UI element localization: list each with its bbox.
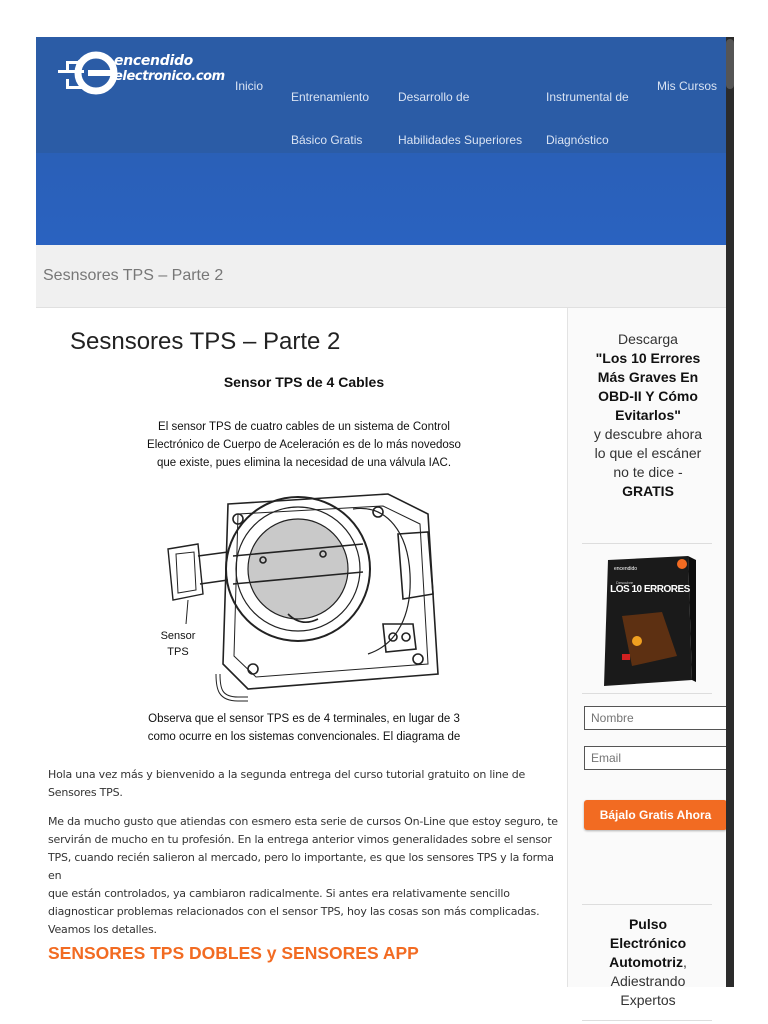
pulso-bold-2: Electrónico — [609, 935, 687, 951]
paragraph-intro — [48, 766, 558, 802]
sidebar-divider — [582, 543, 712, 544]
nav-instrumental-line1: Instrumental de — [546, 90, 629, 104]
promo-rest-1: y descubre ahora — [593, 426, 703, 442]
article-figure-tps-sensor — [128, 374, 480, 743]
paragraph-intro-line-1: Hola una vez más y bienvenido a la segunda entrega del curso tutorial gratuito on line de — [48, 768, 526, 781]
promo-bold-2: Más Graves En — [597, 369, 699, 385]
logo-e-icon — [58, 45, 118, 101]
breadcrumb-title: Sesnsores TPS – Parte 2 — [43, 267, 224, 284]
paragraph-body-line-6: Veamos los detalles. — [48, 923, 157, 936]
ebook-cover-art — [602, 556, 696, 688]
nav-entrenamiento-line2: Básico Gratis — [291, 133, 363, 147]
logo-line-1: encendido — [114, 53, 193, 69]
nav-entrenamiento-line1: Entrenamiento — [291, 90, 370, 104]
pulso-bold-1: Pulso — [628, 916, 668, 932]
site-logo[interactable] — [58, 45, 238, 101]
scrollbar-thumb[interactable] — [726, 39, 734, 89]
figure-text-top-1: El sensor TPS de cuatro cables de un sistema de Control — [158, 421, 450, 433]
nav-desarrollo[interactable] — [398, 76, 522, 162]
svg-text:Descubre: Descubre — [616, 580, 634, 585]
nav-desarrollo-line2: Habilidades Superiores — [398, 133, 523, 147]
sidebar-divider-4 — [582, 1020, 712, 1021]
paragraph-body-line-2: servirán de mucho en tu profesión. En la entrega anterior vimos generalidades sobre el sensor — [48, 833, 552, 846]
paragraph-body-line-1: Me da mucho gusto que atiendas con esmero esta serie de cursos On-Line que estoy seguro, te — [48, 815, 558, 828]
figure-text-bottom-1: Observa que el sensor TPS es de 4 terminales, en lugar de 3 — [148, 713, 460, 725]
pulso-rest-1: Adiestrando — [610, 973, 686, 989]
figure-text-top-3: que existe, pues elimina la necesidad de una válvula IAC. — [156, 457, 452, 469]
name-input[interactable] — [584, 706, 727, 730]
svg-text:encendido: encendido — [614, 566, 638, 572]
ebook-cover-title: LOS 10 ERRORES — [610, 584, 690, 595]
sidebar-divider-2 — [582, 693, 712, 694]
paragraph-body-line-5: diagnosticar problemas relacionados con el sensor TPS, hoy las cosas son más complicadas. — [48, 905, 540, 918]
paragraph-body-line-3: TPS, cuando recién salieron al mercado, pero lo importante, es que los sensores TPS y la forma en — [48, 851, 554, 882]
nav-entrenamiento[interactable] — [291, 76, 369, 162]
promo-bold-3: OBD-II Y Cómo — [598, 388, 698, 404]
nav-desarrollo-line1: Desarrollo de — [398, 90, 470, 104]
promo-gratis: GRATIS — [622, 483, 674, 499]
page-title-bar — [36, 245, 726, 308]
page-title: Sesnsores TPS – Parte 2 — [70, 328, 341, 355]
page-scrollbar[interactable] — [726, 37, 734, 987]
pulso-tagline — [578, 915, 718, 1010]
promo-rest-3: no te dice - — [613, 464, 683, 480]
promo-bold-4: Evitarlos" — [615, 407, 681, 423]
throttle-body-illustration — [128, 474, 480, 704]
sidebar-optin — [567, 308, 727, 1008]
article-content — [36, 308, 567, 987]
section-heading-tps-dobles: SENSORES TPS DOBLES y SENSORES APP — [48, 943, 419, 963]
figure-label-tps: TPS — [167, 646, 189, 658]
nav-inicio[interactable] — [235, 76, 263, 96]
nav-inicio-label: Inicio — [235, 79, 264, 93]
promo-bold-1: "Los 10 Errores — [595, 350, 701, 366]
nav-instrumental-line2: Diagnóstico — [546, 133, 609, 147]
download-free-button[interactable]: Bájalo Gratis Ahora — [584, 800, 727, 830]
figure-text-top-2: Electrónico de Cuerpo de Aceleración es de lo más novedoso — [147, 439, 461, 451]
paragraph-intro-line-2: Sensores TPS. — [48, 786, 123, 799]
paragraph-body-line-4: que están controlados, ya cambiaron radicalmente. Si antes era relativamente sencillo — [48, 887, 510, 900]
browser-viewport — [36, 37, 726, 1008]
email-input[interactable] — [584, 746, 727, 770]
promo-text — [578, 330, 718, 501]
nav-mis-cursos[interactable] — [657, 76, 717, 96]
ebook-cover-image — [602, 556, 696, 688]
sidebar-divider-3 — [582, 904, 712, 905]
pulso-rest-2: Expertos — [620, 992, 676, 1008]
nav-instrumental[interactable] — [546, 76, 629, 162]
nav-mis-cursos-label: Mis Cursos — [657, 79, 718, 93]
figure-heading: Sensor TPS de 4 Cables — [223, 374, 385, 390]
promo-rest-2: lo que el escáner — [594, 445, 702, 461]
figure-text-bottom-2: como ocurre en los sistemas convencionales. El diagrama de — [147, 731, 461, 743]
logo-line-2: electronico.com — [114, 69, 225, 84]
promo-line-descarga: Descarga — [618, 331, 678, 347]
site-header — [36, 37, 726, 245]
paragraph-body — [48, 813, 558, 939]
pulso-bold-3: Automotriz, — [609, 954, 687, 970]
figure-label-sensor: Sensor — [160, 630, 196, 642]
